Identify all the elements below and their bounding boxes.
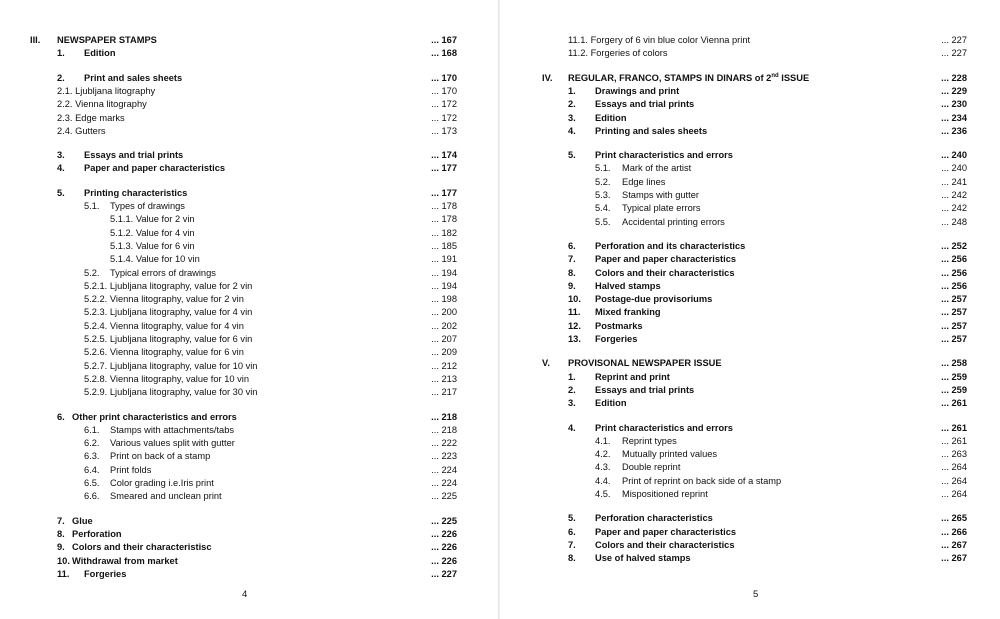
- toc-entry-title: PROVISONAL NEWSPAPER ISSUE: [568, 358, 722, 369]
- toc-entry-page: ... 257: [941, 307, 967, 318]
- toc-entry: [500, 267, 1000, 280]
- toc-entry: [0, 98, 499, 111]
- toc-entry: [0, 541, 499, 554]
- toc-entry-page: ... 170: [431, 85, 457, 96]
- toc-entry-title: Color grading i.e.Iris print: [110, 478, 214, 488]
- toc-entry-page: ... 234: [941, 112, 967, 123]
- toc-entry: [500, 357, 1000, 370]
- toc-entry: [500, 280, 1000, 293]
- toc-entry: [500, 293, 1000, 306]
- toc-entry-page: ... 264: [941, 462, 967, 473]
- toc-entry-page: ... 222: [431, 438, 457, 449]
- toc-entry-title: Use of halved stamps: [595, 553, 691, 564]
- toc-entry-number: 5.2.: [595, 176, 611, 187]
- toc-entry-title: Essays and trial prints: [595, 99, 695, 110]
- toc-entry: [0, 112, 499, 125]
- toc-entry-page: ... 200: [431, 307, 457, 318]
- toc-entry-page: ... 226: [431, 555, 457, 566]
- toc-entry: [0, 515, 499, 528]
- toc-entry-page: ... 264: [941, 475, 967, 486]
- toc-entry-page: ... 209: [431, 347, 457, 358]
- toc-entry: [500, 461, 1000, 474]
- toc-entry-number: 4.: [568, 422, 576, 433]
- toc-entry: [0, 47, 499, 60]
- toc-entry: [0, 490, 499, 503]
- toc-entry-number: 6.6.: [84, 491, 100, 502]
- toc-entry-number: 3.: [57, 150, 65, 161]
- toc-entry-title: Typical plate errors: [622, 203, 701, 214]
- toc-entry-title: 2.3. Edge marks: [57, 112, 125, 123]
- toc-entry-page: ... 172: [431, 112, 457, 123]
- toc-entry-page: ... 212: [431, 360, 457, 371]
- toc-entry: [500, 371, 1000, 384]
- toc-entry-page: ... 229: [941, 85, 967, 96]
- toc-entry: [500, 552, 1000, 565]
- toc-entry-number: 5.1.: [595, 163, 611, 174]
- toc-entry-page: ... 241: [941, 176, 967, 187]
- toc-entry-title: Typical errors of drawings: [110, 267, 216, 278]
- toc-entry: [0, 213, 499, 226]
- toc-entry-number: 5.1.: [84, 201, 100, 211]
- toc-entry-number: 9.: [57, 542, 65, 553]
- toc-entry-title: Paper and paper characteristics: [595, 526, 737, 537]
- toc-entry-title: Postmarks: [595, 320, 643, 331]
- toc-entry-page: ... 264: [941, 489, 967, 499]
- toc-entry-number: 11.: [57, 568, 70, 579]
- toc-entry: [500, 216, 1000, 229]
- toc-entry-title: Colors and their characteristisc: [72, 542, 212, 553]
- toc-entry-title: 2.2. Vienna litography: [57, 99, 147, 110]
- left-page: [0, 0, 499, 619]
- toc-entry: [500, 448, 1000, 461]
- toc-entry-page: ... 252: [941, 240, 967, 251]
- toc-entry-number: 1.: [57, 48, 65, 59]
- toc-entry-number: 8.: [568, 267, 576, 278]
- toc-entry-number: 6.3.: [84, 451, 100, 462]
- toc-entry: [0, 333, 499, 346]
- toc-entry: [500, 162, 1000, 175]
- toc-entry: [500, 72, 1000, 85]
- toc-entry-title: REGULAR, FRANCO, STAMPS IN DINARS of 2nd ISSUE: [568, 72, 810, 83]
- toc-entry: [500, 149, 1000, 162]
- toc-entry: [0, 187, 499, 200]
- toc-entry-number: 4.1.: [595, 435, 611, 446]
- toc-entry-page: ... 261: [941, 422, 967, 433]
- toc-entry-number: 2.: [568, 384, 576, 395]
- toc-entry-number: 9.: [568, 280, 576, 291]
- toc-entry-number: III.: [30, 35, 41, 45]
- toc-entry-title: Mixed franking: [595, 307, 661, 318]
- toc-entry-number: 7.: [568, 254, 576, 265]
- toc-entry: [0, 149, 499, 162]
- right-page: [500, 0, 1000, 619]
- toc-entry: [0, 464, 499, 477]
- toc-entry-title: Drawings and print: [595, 85, 680, 96]
- toc-entry-number: 7.: [568, 539, 576, 550]
- toc-entry: [0, 424, 499, 437]
- toc-entry-title: Halved stamps: [595, 280, 661, 291]
- toc-entry-title: Print characteristics and errors: [595, 150, 733, 161]
- toc-entry-number: 2.: [57, 72, 65, 83]
- toc-entry-number: 7.: [57, 515, 65, 526]
- toc-entry-title: Print and sales sheets: [84, 72, 183, 83]
- toc-entry: [500, 306, 1000, 319]
- toc-entry-page: ... 213: [431, 373, 457, 384]
- toc-entry: [500, 384, 1000, 397]
- toc-entry-page: ... 198: [431, 294, 457, 305]
- toc-entry: [0, 346, 499, 359]
- toc-entry-page: ... 224: [431, 464, 457, 475]
- toc-entry-page: ... 170: [431, 72, 457, 83]
- toc-entry-page: ... 266: [941, 526, 967, 537]
- toc-entry-number: 3.: [568, 398, 576, 409]
- toc-entry-title: 5.1.3. Value for 6 vin: [110, 240, 195, 251]
- toc-entry-title: 5.2.7. Ljubljana litography, value for 10 vin: [84, 360, 258, 371]
- toc-entry-title: 5.2.9. Ljubljana litography, value for 30 vin: [84, 387, 258, 398]
- toc-entry: [500, 189, 1000, 202]
- toc-entry-title: Withdrawal from market: [72, 555, 178, 566]
- toc-entry: [500, 488, 1000, 501]
- toc-entry-title: 5.2.5. Ljubljana litography, value for 6 vin: [84, 334, 253, 344]
- toc-entry-page: ... 226: [431, 528, 457, 539]
- toc-entry-page: ... 242: [941, 190, 967, 200]
- toc-entry: [0, 568, 499, 581]
- toc-entry: [0, 200, 499, 213]
- toc-entry-page: ... 267: [941, 553, 967, 564]
- toc-entry-title: Edition: [595, 112, 627, 123]
- toc-entry-number: 6.4.: [84, 464, 100, 475]
- toc-entry-number: 10.: [57, 555, 70, 566]
- toc-entry-title: Essays and trial prints: [595, 384, 695, 395]
- toc-entry: [0, 437, 499, 450]
- toc-entry-page: ... 185: [431, 240, 457, 251]
- toc-entry-title: 5.2.6. Vienna litography, value for 6 vin: [84, 347, 244, 358]
- toc-entry-title: Stamps with attachments/tabs: [110, 424, 235, 435]
- toc-entry: [0, 360, 499, 373]
- toc-entry-page: ... 207: [431, 334, 457, 344]
- toc-entry-number: 2.: [568, 99, 576, 110]
- toc-entry-title: Print of reprint on back side of a stamp: [622, 475, 782, 486]
- toc-entry: [500, 526, 1000, 539]
- toc-entry-page: ... 182: [431, 227, 457, 238]
- toc-entry-title: Mispositioned reprint: [622, 489, 708, 499]
- toc-entry-page: ... 202: [431, 320, 457, 331]
- toc-entry-number: 12.: [568, 320, 581, 331]
- toc-entry: [500, 98, 1000, 111]
- toc-entry: [0, 555, 499, 568]
- toc-entry-title: Mark of the artist: [622, 163, 692, 174]
- toc-entry-title: Print characteristics and errors: [595, 422, 733, 433]
- toc-entry-number: 3.: [568, 112, 576, 123]
- toc-entry-page: ... 168: [431, 48, 457, 59]
- toc-entry-title: Paper and paper characteristics: [595, 254, 737, 265]
- toc-entry-page: ... 256: [941, 267, 967, 278]
- toc-entry-page: ... 167: [431, 35, 457, 45]
- toc-entry-page: ... 265: [941, 513, 967, 524]
- toc-entry: [0, 306, 499, 319]
- toc-entry-page: ... 259: [941, 384, 967, 395]
- toc-entry-title: Various values split with gutter: [110, 438, 235, 449]
- toc-entry: [500, 422, 1000, 435]
- toc-entry-number: 4.: [568, 125, 576, 136]
- toc-entry-page: ... 194: [431, 280, 457, 291]
- toc-entry: [500, 47, 1000, 60]
- toc-entry-page: ... 257: [941, 320, 967, 331]
- toc-entry-page: ... 194: [431, 267, 457, 278]
- toc-entry-title: Forgeries: [84, 568, 127, 579]
- toc-entry-page: ... 236: [941, 125, 967, 136]
- toc-entry-page: ... 226: [431, 542, 457, 553]
- toc-entry-title: 2.1. Ljubljana litography: [57, 85, 156, 96]
- toc-entry-number: 4.5.: [595, 489, 611, 499]
- toc-entry-number: 5.2.: [84, 267, 100, 278]
- toc-entry-title: 5.1.2. Value for 4 vin: [110, 227, 195, 238]
- toc-entry-number: 5.3.: [595, 190, 611, 200]
- toc-entry-title: 11.1. Forgery of 6 vin blue color Vienna print: [568, 35, 751, 45]
- toc-entry-page: ... 257: [941, 294, 967, 305]
- toc-entry-title: Colors and their characteristics: [595, 539, 735, 550]
- toc-entry-number: 4.4.: [595, 475, 611, 486]
- toc-entry: [0, 267, 499, 280]
- toc-entry-title: Other print characteristics and errors: [72, 411, 237, 422]
- toc-entry-title: Smeared and unclean print: [110, 491, 222, 502]
- toc-entry-page: ... 225: [431, 491, 457, 502]
- toc-entry-page: ... 177: [431, 187, 457, 198]
- toc-entry-title: Paper and paper characteristics: [84, 163, 226, 174]
- toc-entry: [0, 411, 499, 424]
- page-number-left: 4: [242, 589, 248, 600]
- toc-entry: [0, 85, 499, 98]
- toc-entry: [500, 85, 1000, 98]
- toc-entry-page: ... 227: [941, 35, 967, 45]
- toc-entry-number: 11.: [568, 307, 581, 318]
- toc-entry-title: Perforation and its characteristics: [595, 240, 746, 251]
- toc-entry-title: 2.4. Gutters: [57, 125, 106, 136]
- toc-entry-title: Printing and sales sheets: [595, 125, 708, 136]
- toc-entry-number: 10.: [568, 294, 581, 305]
- toc-entry-number: 6.: [568, 240, 576, 251]
- toc-entry: [500, 397, 1000, 410]
- toc-entry-page: ... 257: [941, 334, 967, 344]
- toc-entry-page: ... 227: [431, 568, 457, 579]
- toc-entry-title: Accidental printing errors: [622, 216, 725, 227]
- toc-entry-number: 4.3.: [595, 462, 611, 473]
- toc-entry: [0, 34, 499, 47]
- toc-entry: [500, 34, 1000, 47]
- toc-entry-page: ... 256: [941, 280, 967, 291]
- toc-entry-page: ... 261: [941, 398, 967, 409]
- toc-entry: [500, 240, 1000, 253]
- toc-entry-page: ... 191: [431, 254, 457, 265]
- toc-entry-number: 6.1.: [84, 424, 100, 435]
- toc-entry-title: Perforation: [72, 528, 122, 539]
- toc-entry-number: V.: [542, 358, 550, 369]
- toc-entry-title: Edition: [595, 398, 627, 409]
- toc-entry: [0, 125, 499, 138]
- toc-entry-title: Stamps with gutter: [622, 190, 699, 200]
- toc-entry-title: 5.2.4. Vienna litography, value for 4 vin: [84, 320, 244, 331]
- toc-entry-page: ... 258: [941, 358, 967, 369]
- toc-entry-page: ... 173: [431, 125, 457, 136]
- toc-entry-page: ... 218: [431, 411, 457, 422]
- toc-entry: [500, 333, 1000, 346]
- page-number-right: 5: [753, 589, 759, 600]
- toc-entry: [0, 450, 499, 463]
- toc-entry-page: ... 261: [941, 435, 967, 446]
- toc-entry-number: 6.: [568, 526, 576, 537]
- toc-entry-page: ... 240: [941, 150, 967, 161]
- toc-entry-number: 5.: [57, 187, 65, 198]
- toc-entry-title: Essays and trial prints: [84, 150, 184, 161]
- toc-entry-page: ... 227: [941, 48, 967, 59]
- toc-entry-page: ... 177: [431, 163, 457, 174]
- toc-entry-page: ... 242: [941, 203, 967, 214]
- toc-entry-title: Edge lines: [622, 176, 666, 187]
- toc-entry-title: Print folds: [110, 464, 152, 475]
- toc-entry-number: 1.: [568, 85, 576, 96]
- toc-entry-title: Reprint and print: [595, 371, 670, 382]
- toc-entry: [500, 253, 1000, 266]
- toc-entry-page: ... 223: [431, 451, 457, 462]
- toc-entry: [0, 240, 499, 253]
- toc-entry: [0, 528, 499, 541]
- toc-entry-number: IV.: [542, 72, 553, 83]
- toc-entry: [500, 435, 1000, 448]
- toc-entry-title: 5.2.8. Vienna litography, value for 10 vin: [84, 373, 250, 384]
- toc-entry-title: NEWSPAPER STAMPS: [57, 35, 157, 45]
- toc-entry-page: ... 178: [431, 214, 457, 225]
- toc-entry-title: 11.2. Forgeries of colors: [568, 48, 668, 59]
- toc-entry-title: 5.1.1. Value for 2 vin: [110, 214, 195, 225]
- toc-entry-page: ... 217: [431, 387, 457, 398]
- toc-entry: [0, 293, 499, 306]
- toc-entry: [500, 320, 1000, 333]
- toc-entry: [0, 477, 499, 490]
- toc-entry-title: 5.2.3. Ljubljana litography, value for 4 vin: [84, 307, 253, 318]
- toc-entry-title: 5.2.2. Vienna litography, value for 2 vin: [84, 294, 244, 305]
- toc-entry-title: Printing characteristics: [84, 187, 188, 198]
- toc-entry: [500, 112, 1000, 125]
- toc-entry-page: ... 172: [431, 99, 457, 110]
- toc-entry: [0, 227, 499, 240]
- toc-entry-page: ... 248: [941, 216, 967, 227]
- toc-entry: [500, 125, 1000, 138]
- toc-entry-page: ... 230: [941, 99, 967, 110]
- toc-entry-page: ... 218: [431, 424, 457, 435]
- toc-entry-page: ... 225: [431, 515, 457, 526]
- toc-entry: [500, 176, 1000, 189]
- toc-entry: [0, 72, 499, 85]
- toc-entry-number: 5.4.: [595, 203, 611, 214]
- toc-entry-title: Forgeries: [595, 334, 638, 344]
- toc-entry-number: 5.: [568, 150, 576, 161]
- toc-entry-number: 1.: [568, 371, 576, 382]
- toc-entry-number: 6.: [57, 411, 65, 422]
- toc-entry-page: ... 263: [941, 449, 967, 460]
- toc-entry-title: Glue: [72, 515, 93, 526]
- toc-entry-title: 5.1.4. Value for 10 vin: [110, 254, 200, 265]
- toc-entry-title: Reprint types: [622, 435, 677, 446]
- toc-entry: [0, 320, 499, 333]
- toc-entry-title: Types of drawings: [110, 201, 185, 211]
- toc-entry-number: 4.2.: [595, 449, 611, 460]
- toc-entry: [0, 373, 499, 386]
- toc-entry-title: Edition: [84, 48, 116, 59]
- toc-entry-page: ... 240: [941, 163, 967, 174]
- toc-entry: [0, 280, 499, 293]
- toc-entry: [500, 512, 1000, 525]
- toc-entry: [500, 475, 1000, 488]
- toc-entry-page: ... 256: [941, 254, 967, 265]
- toc-entry-title: Mutually printed values: [622, 449, 718, 460]
- toc-entry-number: 5.5.: [595, 216, 611, 227]
- toc-entry-page: ... 224: [431, 478, 457, 488]
- toc-entry-page: ... 228: [941, 72, 967, 83]
- toc-entry-title: Print on back of a stamp: [110, 451, 211, 462]
- toc-entry: [0, 162, 499, 175]
- toc-entry-page: ... 259: [941, 371, 967, 382]
- toc-entry-number: 8.: [57, 528, 65, 539]
- toc-entry-page: ... 174: [431, 150, 457, 161]
- toc-entry-number: 5.: [568, 513, 576, 524]
- toc-entry: [0, 253, 499, 266]
- toc-entry-number: 6.5.: [84, 478, 100, 488]
- toc-entry: [500, 539, 1000, 552]
- toc-entry: [500, 202, 1000, 215]
- toc-entry-page: ... 267: [941, 539, 967, 550]
- toc-entry-title: Perforation characteristics: [595, 513, 713, 524]
- toc-entry-title: Colors and their characteristics: [595, 267, 735, 278]
- toc-entry-number: 13.: [568, 334, 581, 344]
- toc-entry-title: 5.2.1. Ljubljana litography, value for 2 vin: [84, 280, 253, 291]
- toc-entry-number: 6.2.: [84, 438, 100, 449]
- toc-entry: [0, 386, 499, 399]
- toc-entry-number: 8.: [568, 553, 576, 564]
- toc-entry-number: 4.: [57, 163, 65, 174]
- toc-entry-page: ... 178: [431, 201, 457, 211]
- toc-entry-title: Double reprint: [622, 462, 681, 473]
- toc-entry-title: Postage-due provisoriums: [595, 294, 713, 305]
